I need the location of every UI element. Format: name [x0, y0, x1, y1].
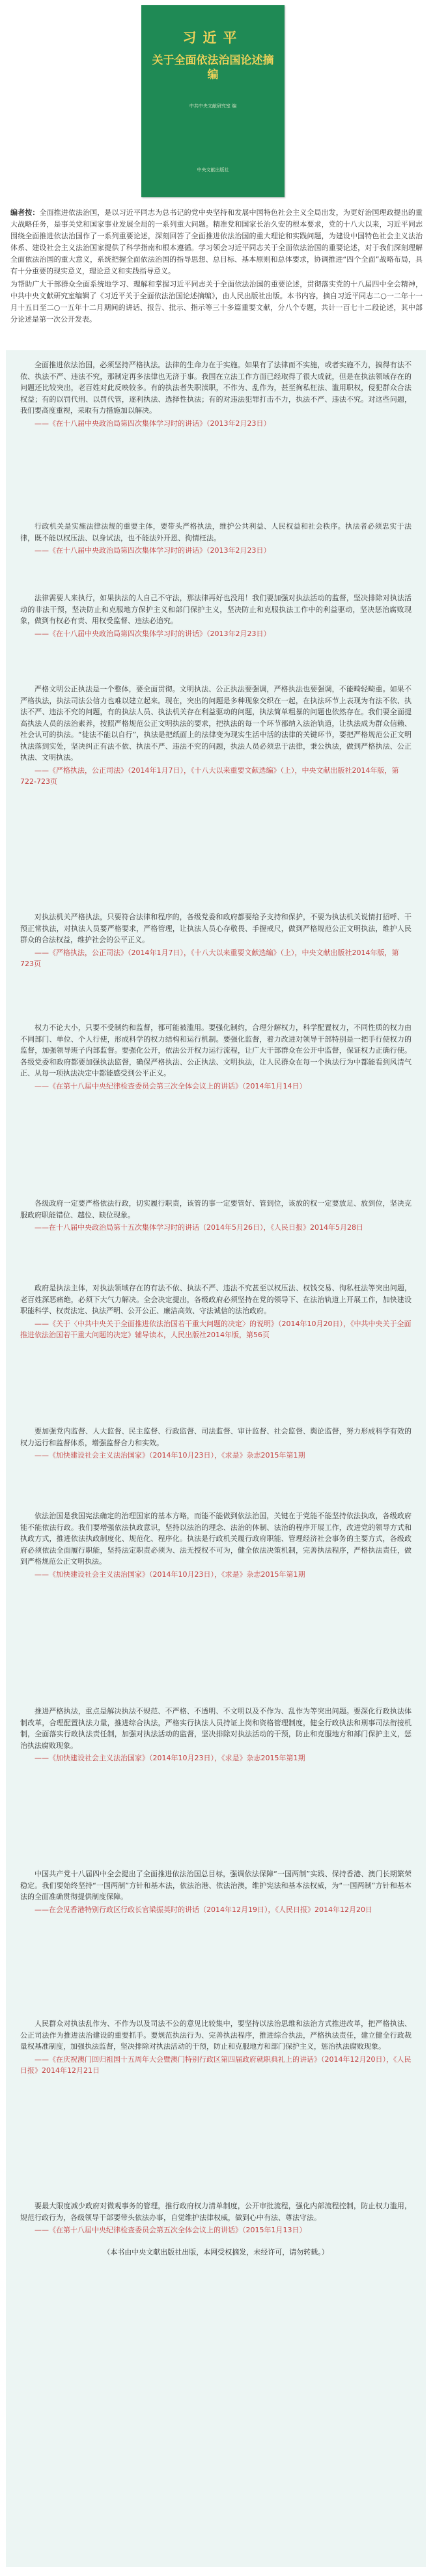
excerpt-text: 权力不论大小，只要不受制约和监督，都可能被滥用。要强化制约，合理分解权力，科学配置权力，不同性质的权力由不同部门、单位、个人行使，形成科学的权力结构和运行机制。要强化监督，着力改进对领导干部特别是一把手行使权力的监督，加强领导班子内部监督。要强化公开，依法公开权力运行流程，让广大干部群众在公开中监督，保证权力正确行使。各级党委和政府都要加强执法监督，确保严格执法、公正执法、文明执法，让人民群众在每一个执法行为中都能看到风清气正、从每一项执法决定中都能感受到公平正义。	[20, 1023, 412, 1077]
excerpt-14	[20, 2200, 412, 2258]
excerpt-5	[20, 911, 412, 970]
excerpt-source: ——《在十八届中央政治局第四次集体学习时的讲话》（2013年2月23日）	[35, 546, 271, 555]
excerpt-8	[20, 1282, 412, 1341]
excerpt-3	[20, 592, 412, 639]
excerpt-text: 全面推进依法治国，必须坚持严格执法。法律的生命力在于实施。如果有了法律而不实施，或者实施不力，搞得有法不依、执法不严、违法不究，那制定再多法律也无济于事。我国在立法工作方面已经取得了很大成就，但是在执法领域存在的问题还比较突出，老百姓对此反映较多。有的执法者失职渎职，不作为、乱作为，甚至徇私枉法、滥用职权，侵犯群众合法权益；有的以罚代刑、以罚代管，逐利执法、选择性执法；有的对违法犯罪打击不力，执法不严、违法不究。对这些问题，我们要高度重视，采取有力措施加以解决。	[20, 361, 412, 415]
cover-author: 习近平	[182, 29, 244, 46]
excerpt-source: ——《严格执法，公正司法》（2014年1月7日），《十八大以来重要文献选编》（上），中央文献出版社2014年版，第722-723页	[20, 766, 399, 786]
excerpt-text: 政府是执法主体，对执法领域存在的有法不依、执法不严、违法不究甚至以权压法、权钱交易、徇私枉法等突出问题，老百姓深恶痛绝，必须下大气力解决。全会决定提出，各级政府必须坚持在党的领导下、在法治轨道上开展工作，加快建设职能科学、权责法定、执法严明、公开公正、廉洁高效、守法诚信的法治政府。	[20, 1284, 412, 1315]
excerpt-10	[20, 1510, 412, 1580]
excerpt-text: 依法治国是我国宪法确定的治理国家的基本方略，而能不能做到依法治国，关键在于党能不能坚持依法执政，各级政府能不能依法行政。我们要增强依法执政意识，坚持以法治的理念、法治的体制、法治的程序开展工作，改进党的领导方式和执政方式，推进依法执政制度化、规范化、程序化。执法是行政机关履行政府职能、管理经济社会事务的主要方式，各级政府必须依法全面履行职能，坚持法定职责必须为、法无授权不可为，健全依法决策机制，完善执法程序，严格执法责任，做到严格规范公正文明执法。	[20, 1512, 412, 1566]
book-introduction-body: 为帮助广大干部群众全面系统地学习、理解和掌握习近平同志关于全面依法治国的重要论述，贯彻落实党的十八届四中全会精神，中共中央文献研究室编辑了《习近平关于全面依法治国论述摘编》，由人民出版社出版。本书内容，摘自习近平同志二○一二年十一月十五日至二○一五年十二月期间的讲话、报告、批示、指示等三十多篇重要文献，分八个专题，共计一百七十二段论述，其中部分论述是第一次公开发表。	[10, 280, 423, 324]
excerpt-source: ——《在第十八届中央纪律检查委员会第三次全体会议上的讲话》（2014年1月14日）	[35, 1081, 307, 1090]
excerpt-6	[20, 1022, 412, 1092]
cover-title-text: 关于全面依法治国论述摘编	[152, 54, 274, 81]
excerpt-9	[20, 1426, 412, 1461]
excerpt-text: 对执法机关严格执法，只要符合法律和程序的，各级党委和政府都要给予支持和保护，不要为执法机关说情打招呼、干预正常执法，对执法人员要严格要求，严格管理，让执法人员心存敬畏、手握戒尺，做到严格规范公正文明执法，维护人民群众的合法权益，维护社会的公平正义。	[20, 913, 412, 944]
excerpt-source: ——《在十八届中央政治局第四次集体学习时的讲话》（2013年2月23日）	[35, 629, 271, 638]
excerpt-12	[20, 1868, 412, 1915]
excerpt-source: ——《严格执法，公正司法》（2014年1月7日），《十八大以来重要文献选编》（上），中央文献出版社2014年版，第723页	[20, 948, 399, 968]
editor-note-body: 全面推进依法治国，是以习近平同志为总书记的党中央坚持和发展中国特色社会主义全局出发，为更好治国理政提出的重大战略任务，是事关党和国家事业发展全局的一系列重大问题。精准党和国家长治久安的根本要求，党的十八大以来，习近平同志围绕全面推进依法治国作了一系列重要论述，深刻回答了全面推进依法治国的重大理论和实践问题，为建设中国特色社会主义法治体系、建设社会主义法治国家提供了科学指南和根本遵循。学习领会习近平同志关于全面依法治国的重要论述，对于我们深刻理解全面依法治国的重大意义，系统把握全面依法治国的指导思想、总目标、基本原则和总体要求，协调推进“四个全面”战略布局，具有十分重要的现实意义，理论意义和实践指导意义。	[10, 208, 423, 275]
excerpt-text: 要最大限度减少政府对微观事务的管理，推行政府权力清单制度，公开审批流程，强化内部流程控制，防止权力滥用，规范行政行为，各级领导干部要带头依法办事，自觉维护法律权威，做到心中有法、尊法守法。	[20, 2202, 412, 2222]
excerpt-source: ——《关于〈中共中央关于全面推进依法治国若干重大问题的决定〉的说明》（2014年10月20日），《中共中央关于全面推进依法治国若干重大问题的决定》辅导读本，人民出版社2014年版，第56页	[20, 1319, 412, 1339]
book-cover-image	[141, 5, 285, 197]
editor-note	[10, 207, 423, 277]
excerpt-text: 中国共产党十八届四中全会提出了全面推进依法治国总目标，强调依法保障“一国两制”实践、保持香港、澳门长期繁荣稳定。我们要始终坚持“一国两制”方针和基本法，依法治港、依法治澳，维护宪法和基本法权威，为“一国两制”方针和基本法的全面准确贯彻提供制度保障。	[20, 1870, 412, 1901]
excerpt-text: 要加强党内监督、人大监督、民主监督、行政监督、司法监督、审计监督、社会监督、舆论监督，努力形成科学有效的权力运行和监督体系，增强监督合力和实效。	[20, 1427, 412, 1447]
excerpt-text: 行政机关是实施法律法规的重要主体，要带头严格执法，维护公共利益、人民权益和社会秩序。执法者必须忠实于法律，既不能以权压法、以身试法，也不能法外开恩、徇情枉法。	[20, 522, 412, 542]
excerpt-text: 人民群众对执法乱作为、不作为以及司法不公的意见比较集中，要坚持以法治思维和法治方式推进改革，把严格执法、公正司法作为推进法治建设的重要抓手。要规范执法行为、完善执法程序，推进综合执法，严格执法责任，建立健全行政裁量权基准制度，加强执法监督，坚决排除对执法活动的干预，防止和克服地方和部门保护主义，惩治执法腐败现象。	[20, 2019, 412, 2051]
excerpt-4	[20, 684, 412, 788]
excerpt-source: ——《在十八届中央政治局第四次集体学习时的讲话》（2013年2月23日）	[35, 419, 271, 428]
excerpt-source: ——在十八届中央政治局第十五次集体学习时的讲话（2014年5月26日），《人民日报》2014年5月28日	[35, 1223, 363, 1232]
excerpt-source: ——《加快建设社会主义法治国家》（2014年10月23日），《求是》杂志2015年第1期	[35, 1570, 305, 1579]
excerpt-text: 法律需要人来执行，如果执法的人自己不守法，那法律再好也没用！我们要加强对执法活动的监督，坚决排除对执法活动的非法干预，坚决防止和克服地方保护主义和部门保护主义，坚决防止和克服执法工作中的利益驱动，坚决惩治腐败现象，做到有权必有责、用权受监督、违法必追究。	[20, 594, 412, 625]
excerpt-text: 推进严格执法，重点是解决执法不规范、不严格、不透明、不文明以及不作为、乱作为等突出问题。要深化行政执法体制改革，合理配置执法力量，推进综合执法，严格实行执法人员持证上岗和资格管理制度，健全行政执法和刑事司法衔接机制，全面落实行政执法责任制，加强对执法活动的监督，坚决排除对执法活动的干预，防止和克服地方和部门保护主义，惩治执法腐败现象。	[20, 1707, 412, 1750]
excerpt-source: ——《在第十八届中央纪律检查委员会第五次全体会议上的讲话》（2015年1月13日）	[35, 2226, 307, 2234]
excerpt-1	[20, 359, 412, 429]
excerpt-11	[20, 1706, 412, 1764]
excerpt-source: ——《加快建设社会主义法治国家》（2014年10月23日），《求是》杂志2015年第1期	[35, 1451, 305, 1460]
excerpt-source: ——《加快建设社会主义法治国家》（2014年10月23日），《求是》杂志2015年第1期	[35, 1754, 305, 1762]
book-introduction	[10, 279, 423, 325]
copyright-note: （本书由中央文献出版社出版，本网受权摘发，未经许可，请勿转载。）	[103, 2247, 329, 2256]
cover-publisher: 中央文献出版社	[197, 167, 229, 173]
excerpt-13	[20, 2018, 412, 2077]
excerpt-source: ——在会见香港特别行政区行政长官梁振英时的讲话（2014年12月19日），《人民日报》2014年12月20日	[35, 1905, 372, 1914]
excerpt-7	[20, 1198, 412, 1234]
excerpt-text: 各级政府一定要严格依法行政，切实履行职责，该管的事一定要管好、管到位，该放的权一定要放足、放到位，坚决克服政府职能错位、越位、缺位现象。	[20, 1199, 412, 1219]
cover-editor: 中共中央文献研究室 编	[189, 104, 237, 109]
editor-note-lead: 编者按：	[10, 208, 40, 217]
excerpt-panel	[6, 350, 426, 2567]
cover-title	[148, 53, 278, 82]
excerpt-text: 严格文明公正执法是一个整体，要全面贯彻。文明执法、公正执法要强调，严格执法也要强调，不能畸轻畸重。如果不严格执法，执法司法公信力也难以建立起来。现在，突出的问题是多种现象交织在一起，在执法环节上表现为有法不依、执法不严、违法不究的问题，有的执法人员、执法机关存在利益驱动的问题，执法简单粗暴的问题也依然存在。我们要全面提高执法人员的法治素养，按照严格规范公正文明执法的要求，把执法的每一个环节都纳入法治轨道，让执法成为群众信赖、社会认可的执法。“徒法不能以自行”，执法是把纸面上的法律变为现实生活中活的法律的关键环节，要把严格规范公正文明执法落到实处，坚决纠正有法不依、执法不严、违法不究的问题，执法人员必须忠于法律，秉公执法，做到严格执法、公正执法、文明执法。	[20, 685, 412, 762]
excerpt-2	[20, 521, 412, 557]
excerpt-source: ——《在庆祝澳门回归祖国十五周年大会暨澳门特别行政区第四届政府就职典礼上的讲话》（2014年12月20日），《人民日报》2014年12月21日	[20, 2055, 412, 2075]
